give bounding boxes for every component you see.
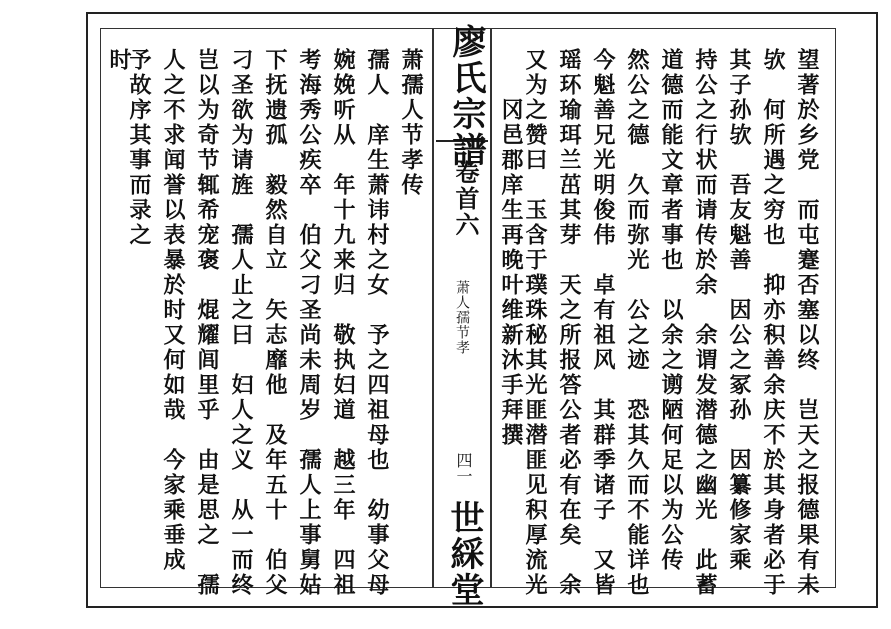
spine-divider-left bbox=[432, 28, 434, 588]
left-text-column: 下抚遗孤 毅然自立 矢志靡他 及年五十 伯父 bbox=[262, 48, 288, 598]
page-number: 四一 bbox=[454, 452, 473, 484]
left-text-column: 时 bbox=[106, 48, 132, 73]
left-text-column: 刁圣欲为请旌 孺人止之曰 妇人之义 从一而终 bbox=[228, 48, 254, 598]
left-text-column: 人之不求闻誉以表暴於时又何如哉 今家乘垂成 bbox=[160, 48, 186, 573]
chapter-heading: 萧孺人节孝传 bbox=[398, 48, 424, 198]
right-text-column: 望著於乡党 而屯蹇否塞以终 岂天之报德果有未 bbox=[794, 48, 820, 598]
right-text-column: 道德而能文章者事也 以余之谫陋何足以为公传 bbox=[658, 48, 684, 573]
hall-name: 世綵堂 bbox=[444, 500, 484, 608]
volume-label: 卷首六 bbox=[451, 160, 480, 238]
right-text-column: 又为之赞曰 玉含于璞珠秘其光匪潜匪见积厚流光 bbox=[522, 48, 548, 598]
right-text-column: 今魁善兄光明俊伟 卓有祖风 其群季诸子 又皆 bbox=[590, 48, 616, 598]
right-text-column: 其子孙欤 吾友魁善 因公之冢孙 因纂修家乘 bbox=[726, 48, 752, 573]
author-column: 冈邑郡庠生再晚叶维新沐手拜撰 bbox=[498, 48, 524, 448]
right-text-column: 欤 何所遇之穷也 抑亦积善余庆不於其身者必于 bbox=[760, 48, 786, 598]
left-text-column: 孺人 庠生萧讳村之女 予之四祖母也 幼事父母 bbox=[364, 48, 390, 598]
left-text-column: 考海秀公疾卒 伯父刁圣尚未周岁 孺人上事舅姑 bbox=[296, 48, 322, 598]
right-text-column: 然公之德 久而弥光 公之迹 恐其久而不能详也 bbox=[624, 48, 650, 598]
right-text-column: 瑶环瑜珥兰茁其芽 天之所报答公者必有在矣 余 bbox=[556, 48, 582, 598]
left-text-column: 婉娩听从 年十九来归 敬执妇道 越三年 四祖 bbox=[330, 48, 356, 598]
section-subtitle: 萧人孺节孝 bbox=[454, 280, 470, 355]
book-title: 廖氏宗譜 bbox=[446, 24, 486, 168]
right-text-column: 持公之行状而请传於余 余谓发潜德之幽光 此蓄 bbox=[692, 48, 718, 598]
left-text-column: 予故序其事而录之 bbox=[126, 48, 152, 248]
left-text-column: 岂以为奇节辄希宠褒 焜耀闾里乎 由是思之 孺 bbox=[194, 48, 220, 598]
